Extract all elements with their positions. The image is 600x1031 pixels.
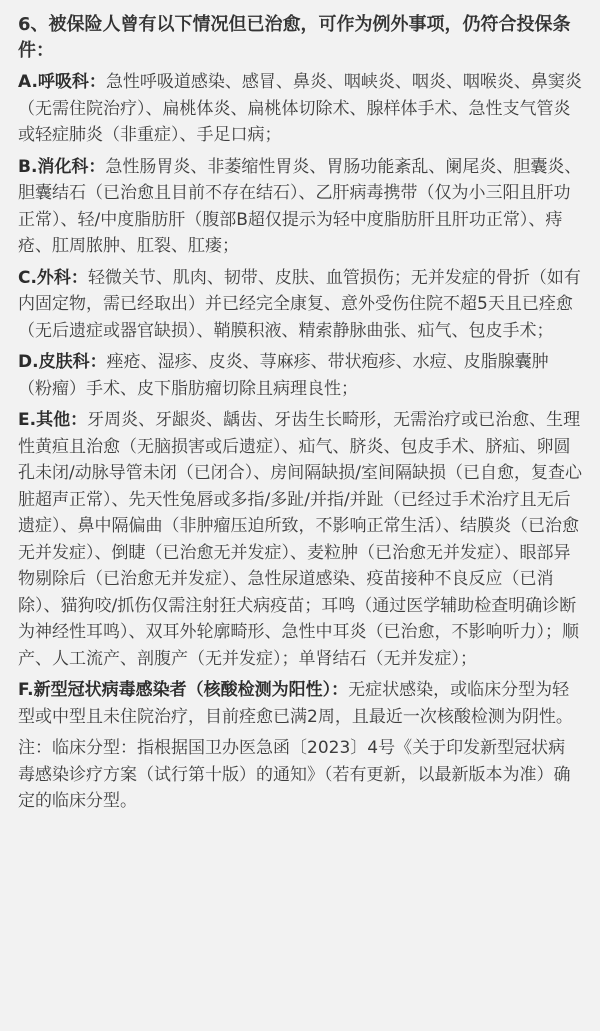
dermatology-text: 痤疮、湿疹、皮炎、荨麻疹、带状疱疹、水痘、皮脂腺囊肿（粉瘤）手术、皮下脂肪瘤切除且病理良性； [18,352,549,399]
digestive-label: B.消化科： [18,156,106,177]
respiratory-text: 急性呼吸道感染、感冒、鼻炎、咽峡炎、咽炎、咽喉炎、鼻窦炎（无需住院治疗）、扁桃体炎、扁桃体切除术、腺样体手术、急性支气管炎或轻症肺炎（非重症）、手足口病； [18,72,582,145]
covid-text: 无症状感染，或临床分型为轻型或中型且未住院治疗，目前痊愈已满2周，且最近一次核酸检测为阴性。 [18,680,573,727]
respiratory-section [18,69,582,149]
other-text: 牙周炎、牙龈炎、龋齿、牙齿生长畸形，无需治疗或已治愈、生理性黄疸且治愈（无脑损害或后遗症）、疝气、脐炎、包皮手术、脐疝、卵圆孔未闭/动脉导管未闭（已闭合）、房间隔缺损/室间隔缺损（已自愈，复查心脏超声正常）、先天性兔唇或多指/多趾/并指/并趾（已经过手术治疗且无后遗症）、鼻中隔偏曲（非肿瘤压迫所致，不影响正常生活）、结膜炎（已治愈无并发症）、倒睫（已治愈无并发症）、麦粒肿（已治愈无并发症）、眼部异物剔除后（已治愈无并发症）、急性尿道感染、疫苗接种不良反应（已消除）、猫狗咬/抓伤仅需注射狂犬病疫苗；耳鸣（通过医学辅助检查明确诊断为神经性耳鸣）、双耳外轮廓畸形、急性中耳炎（已治愈，不影响听力）；顺产、人工流产、剖腹产（无并发症）；单肾结石（无并发症）； [18,410,582,669]
section-heading: 6、被保险人曾有以下情况但已治愈，可作为例外事项，仍符合投保条件： [18,14,571,61]
note-paragraph: 注：临床分型：指根据国卫办医急函〔2023〕4号《关于印发新型冠状病毒感染诊疗方案（试行第十版）的通知》（若有更新，以最新版本为准）确定的临床分型。 [18,738,571,811]
surgery-section [18,265,582,345]
covid-section [18,677,582,730]
digestive-section [18,154,582,260]
other-label: E.其他： [18,410,88,430]
other-section [18,407,582,672]
dermatology-section [18,349,582,402]
respiratory-label: A.呼吸科： [18,72,106,92]
dermatology-label: D.皮肤科： [18,352,107,372]
covid-label: F.新型冠状病毒感染者（核酸检测为阳性）： [18,680,349,700]
surgery-label: C.外科： [18,267,88,288]
digestive-text: 急性肠胃炎、非萎缩性胃炎、胃肠功能紊乱、阑尾炎、胆囊炎、胆囊结石（已治愈且目前不存在结石）、乙肝病毒携带（仅为小三阳且肝功正常）、轻/中度脂肪肝（腹部B超仅提示为轻中度脂肪肝且肝功正常）、痔疮、肛周脓肿、肛裂、肛瘘； [18,156,582,256]
surgery-text: 轻微关节、肌肉、韧带、皮肤、血管损伤；无并发症的骨折（如有内固定物，需已经取出）并已经完全康复、意外受伤住院不超5天且已痊愈（无后遗症或器官缺损）、鞘膜积液、精索静脉曲张、疝气、包皮手术； [18,267,581,341]
